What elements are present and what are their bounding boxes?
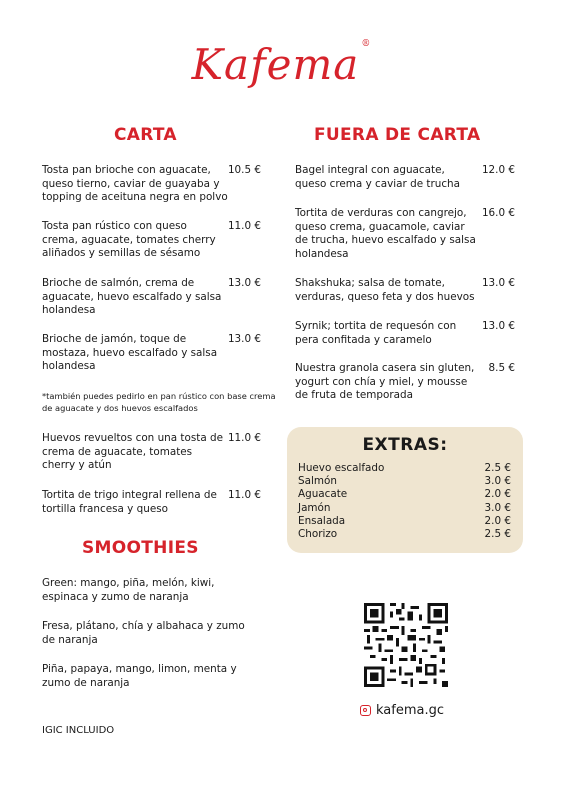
carta-item-3 xyxy=(42,277,261,318)
extra-row xyxy=(298,462,511,475)
registered-mark: ® xyxy=(361,39,372,49)
item-price: 12.0 € xyxy=(481,164,515,176)
item-price: 13.0 € xyxy=(481,277,515,289)
carta-item-2 xyxy=(42,220,261,261)
extra-price: 2.5 € xyxy=(484,462,511,474)
carta-item-5 xyxy=(42,432,261,473)
extra-price: 2.0 € xyxy=(484,515,511,527)
item-price: 8.5 € xyxy=(488,362,515,374)
item-price: 13.0 € xyxy=(481,320,515,332)
fuera-heading: FUERA DE CARTA xyxy=(314,125,481,145)
carta-heading: CARTA xyxy=(114,125,177,145)
item-price: 13.0 € xyxy=(227,277,261,289)
fuera-item-2 xyxy=(295,207,515,261)
item-price: 11.0 € xyxy=(227,489,261,501)
extra-name: Huevo escalfado xyxy=(298,462,385,474)
item-desc: Tortita de trigo integral rellena de tortilla francesa y queso xyxy=(42,489,217,515)
extra-price: 3.0 € xyxy=(484,502,511,514)
smoothies-heading: SMOOTHIES xyxy=(82,538,199,558)
item-desc: Shakshuka; salsa de tomate, verduras, queso feta y dos huevos xyxy=(295,277,475,303)
extras-heading: EXTRAS: xyxy=(362,435,448,455)
item-desc: Tosta pan brioche con aguacate, queso tierno, caviar de guayaba y topping de aceituna negra en polvo xyxy=(42,164,228,204)
item-price: 10.5 € xyxy=(227,164,261,176)
item-desc: Bagel integral con aguacate, queso crema y caviar de trucha xyxy=(295,164,460,190)
item-price: 11.0 € xyxy=(227,220,261,232)
item-desc: Nuestra granola casera sin gluten, yogurt con chía y miel, y mousse de fruta de temporada xyxy=(295,362,475,402)
fuera-item-1 xyxy=(295,164,515,191)
item-desc: Brioche de jamón, toque de mostaza, huevo escalfado y salsa holandesa xyxy=(42,333,218,373)
extra-row xyxy=(298,515,511,528)
qr-code[interactable] xyxy=(364,603,448,687)
item-desc: Syrnik; tortita de requesón con pera confitada y caramelo xyxy=(295,320,457,346)
item-desc: Tosta pan rústico con queso crema, aguacate, tomates cherry aliñados y semillas de sésamo xyxy=(42,220,216,260)
carta-item-1 xyxy=(42,164,261,205)
smoothie-item: Fresa, plátano, chía y albahaca y zumo de naranja xyxy=(42,620,245,646)
brand-name: Kafema xyxy=(191,40,360,89)
extras-box xyxy=(287,427,523,553)
instagram-handle[interactable]: kafema.gc xyxy=(376,703,445,718)
extra-row xyxy=(298,475,511,488)
carta-item-4 xyxy=(42,333,261,374)
extra-price: 3.0 € xyxy=(484,475,511,487)
carta-item-6 xyxy=(42,489,261,516)
fuera-item-4 xyxy=(295,320,515,347)
item-price: 11.0 € xyxy=(227,432,261,444)
extra-row xyxy=(298,528,511,541)
extra-price: 2.5 € xyxy=(484,528,511,540)
item-desc: Brioche de salmón, crema de aguacate, huevo escalfado y salsa holandesa xyxy=(42,277,222,317)
tax-note: IGIC INCLUIDO xyxy=(42,725,115,736)
extra-price: 2.0 € xyxy=(484,488,511,500)
instagram-icon xyxy=(360,705,371,716)
extra-name: Salmón xyxy=(298,475,337,487)
item-price: 16.0 € xyxy=(481,207,515,219)
extra-name: Aguacate xyxy=(298,488,348,500)
item-desc: Tortita de verduras con cangrejo, queso crema, guacamole, caviar de trucha, huevo escalfado y salsa holandesa xyxy=(295,207,476,260)
fuera-item-5 xyxy=(295,362,515,403)
smoothie-item: Green: mango, piña, melón, kiwi, espinaca y zumo de naranja xyxy=(42,577,215,603)
item-price: 13.0 € xyxy=(227,333,261,345)
fuera-item-3 xyxy=(295,277,515,304)
extra-name: Ensalada xyxy=(298,515,346,527)
extra-row xyxy=(298,502,511,515)
brand-logo xyxy=(0,40,561,89)
instagram-link[interactable] xyxy=(360,703,444,718)
smoothie-item: Piña, papaya, mango, limon, menta y zumo de naranja xyxy=(42,663,237,689)
item-desc: Huevos revueltos con una tosta de crema de aguacate, tomates cherry y atún xyxy=(42,432,223,472)
carta-note: *también puedes pedirlo en pan rústico con base crema de aguacate y dos huevos escalfados xyxy=(42,391,276,413)
extra-name: Jamón xyxy=(298,502,331,514)
extra-row xyxy=(298,488,511,501)
extra-name: Chorizo xyxy=(298,528,338,540)
